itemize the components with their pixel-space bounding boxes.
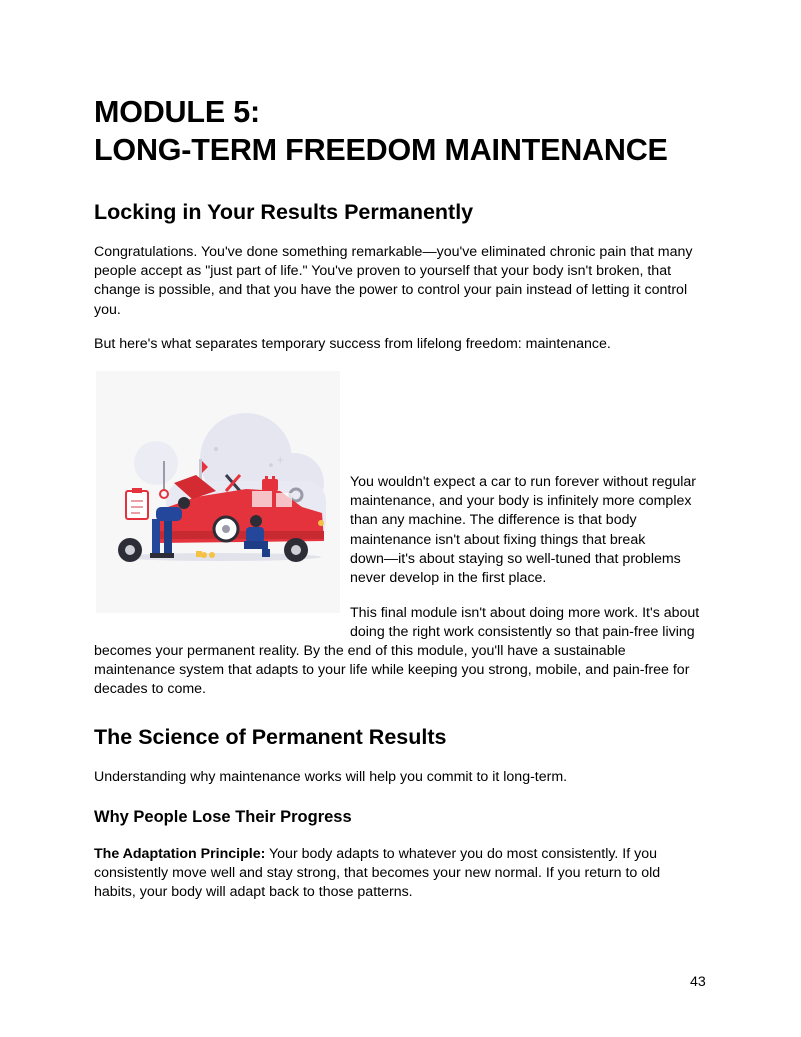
car-mechanics-icon bbox=[96, 371, 340, 613]
section-heading-locking-results: Locking in Your Results Permanently bbox=[94, 200, 474, 224]
paragraph-line: down—it's about staying so well-tuned that problems bbox=[350, 550, 681, 567]
module-title bbox=[94, 93, 734, 169]
paragraph-line: You wouldn't expect a car to run forever without regular bbox=[350, 474, 697, 490]
principle-label: The Adaptation Principle: bbox=[94, 846, 266, 862]
section-heading-science: The Science of Permanent Results bbox=[94, 725, 447, 749]
paragraph-line: you. bbox=[94, 301, 121, 318]
module-title-line-2: LONG-TERM FREEDOM MAINTENANCE bbox=[94, 133, 668, 167]
car-analogy-paragraph bbox=[350, 473, 720, 588]
science-intro-paragraph: Understanding why maintenance works will help you commit to it long-term. bbox=[94, 769, 568, 785]
paragraph-line: habits, your body will adapt back to those patterns. bbox=[94, 884, 413, 901]
final-module-paragraph-bottom bbox=[94, 642, 714, 700]
paragraph-line: maintenance isn't about fixing things that break bbox=[350, 531, 646, 548]
subheading-lose-progress: Why People Lose Their Progress bbox=[94, 808, 352, 826]
principle-text: Your body adapts to whatever you do most consistently. If you bbox=[265, 846, 658, 862]
paragraph-line: maintenance, and your body is infinitely more complex bbox=[350, 493, 692, 510]
paragraph-line: people accept as "just part of life." You've proven to yourself that your body isn't broken, that bbox=[94, 263, 672, 280]
module-title-line-1: MODULE 5: bbox=[94, 95, 260, 129]
paragraph-line: doing the right work consistently so that pain-free living bbox=[350, 624, 695, 641]
paragraph-line: never develop in the first place. bbox=[350, 570, 547, 587]
paragraph-line bbox=[94, 845, 714, 864]
paragraph-line: This final module isn't about doing more work. It's about bbox=[350, 605, 700, 621]
congratulations-paragraph bbox=[94, 243, 714, 320]
paragraph-line: consistently move well and stay strong, that becomes your new normal. If you return to old bbox=[94, 865, 661, 882]
paragraph-line: change is possible, and that you have the power to control your pain instead of letting it control bbox=[94, 282, 688, 299]
paragraph-line: becomes your permanent reality. By the end of this module, you'll have a sustainable bbox=[94, 643, 626, 659]
paragraph-line: Congratulations. You've done something remarkable—you've eliminated chronic pain that many bbox=[94, 244, 693, 260]
adaptation-principle-paragraph bbox=[94, 845, 714, 903]
car-mechanics-illustration bbox=[96, 371, 340, 613]
paragraph-line: decades to come. bbox=[94, 681, 206, 698]
maintenance-paragraph: But here's what separates temporary success from lifelong freedom: maintenance. bbox=[94, 336, 611, 352]
paragraph-line: maintenance system that adapts to your life while keeping you strong, mobile, and pain-free for bbox=[94, 662, 690, 679]
paragraph-line: than any machine. The difference is that body bbox=[350, 512, 637, 529]
page-number: 43 bbox=[690, 974, 706, 990]
svg-text:+: + bbox=[276, 455, 285, 466]
final-module-paragraph-top bbox=[350, 604, 720, 642]
